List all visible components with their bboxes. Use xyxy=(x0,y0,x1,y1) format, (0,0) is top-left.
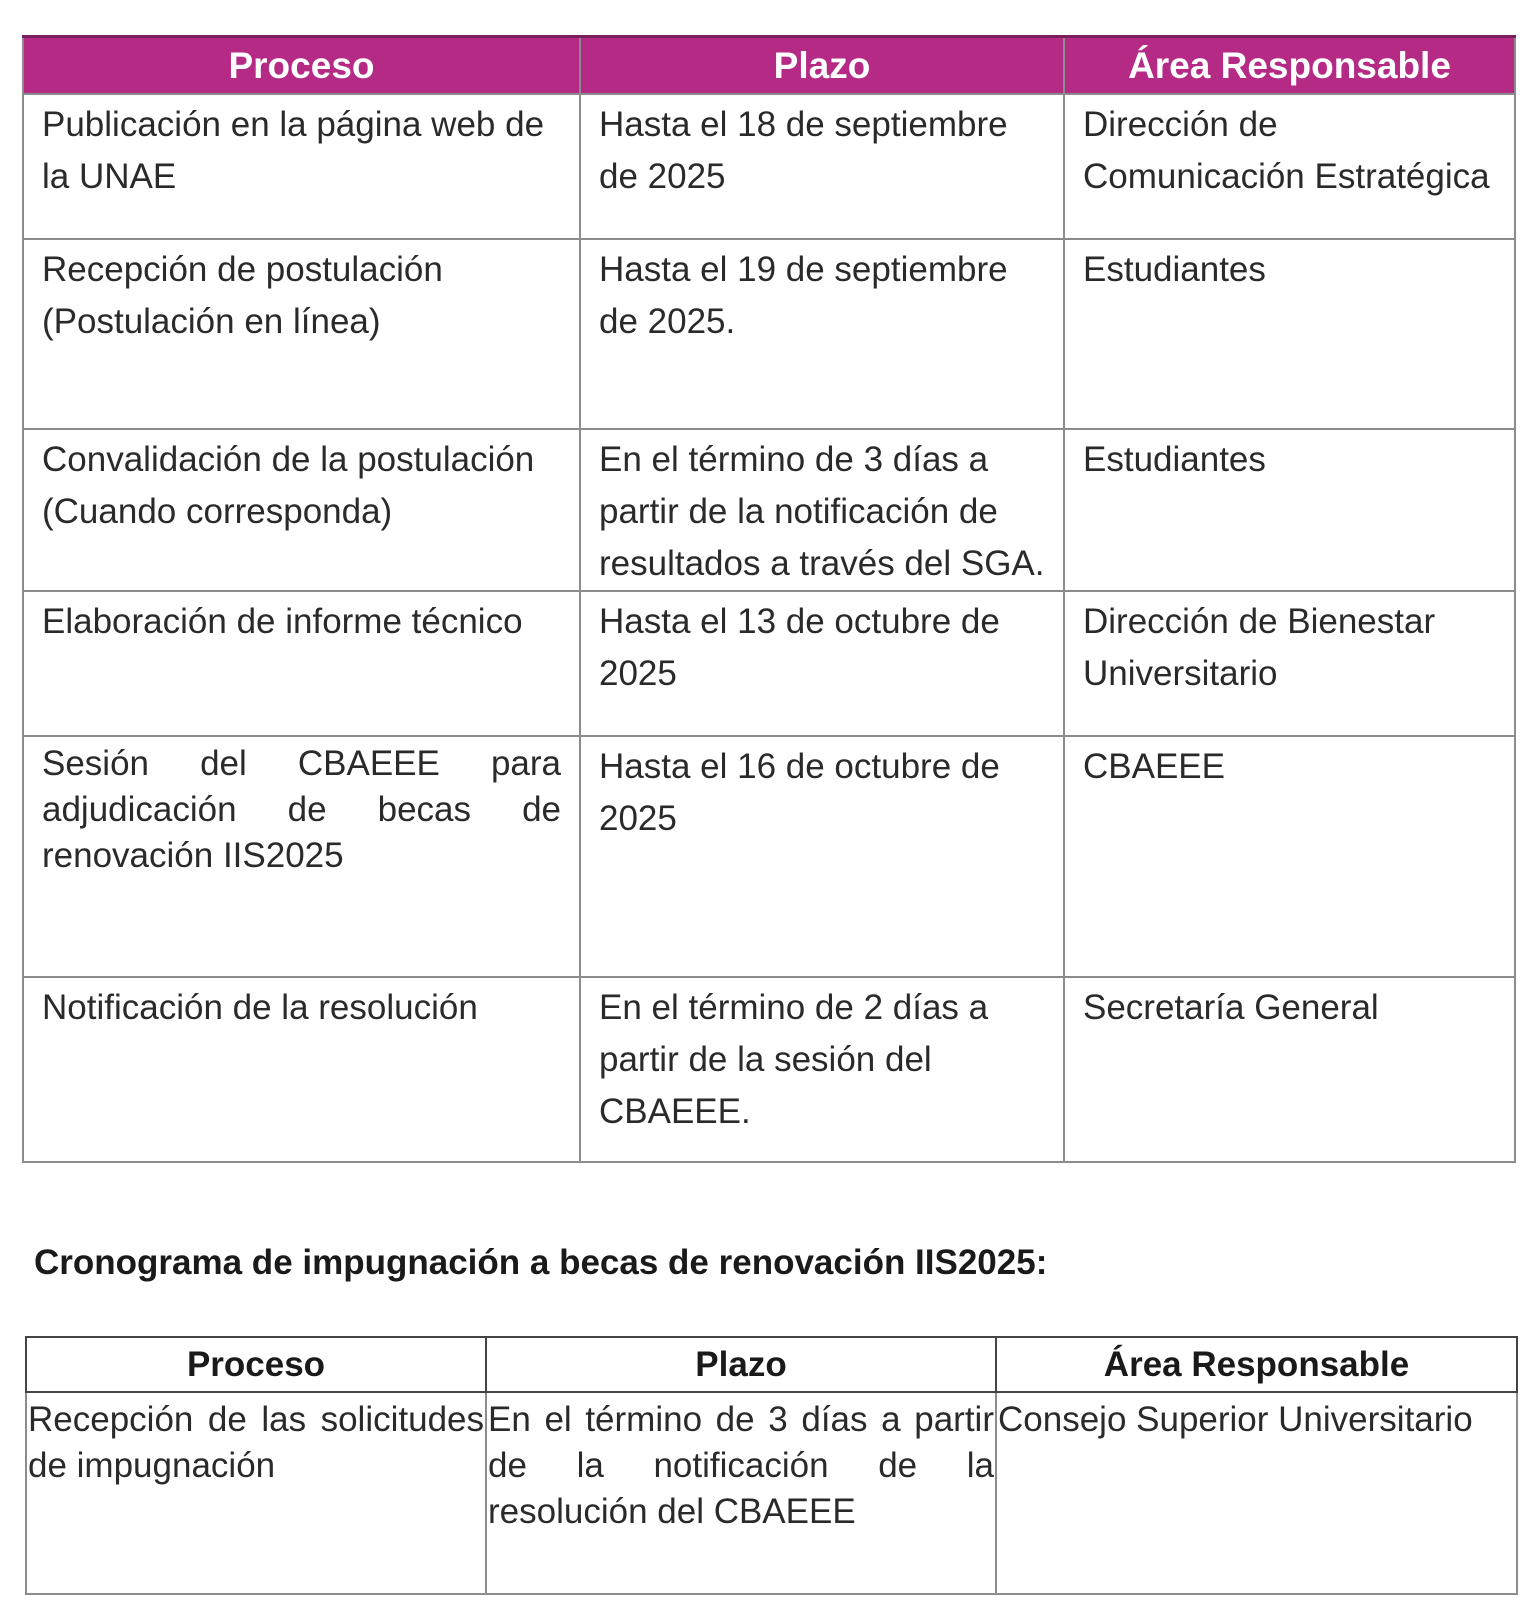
cell-area: Dirección de Bienestar Universitario xyxy=(1064,591,1515,736)
impugnation-table xyxy=(25,1336,1518,1595)
cell-proceso: Recepción de postulación (Postulación en línea) xyxy=(23,239,580,429)
header-area-responsable: Área Responsable xyxy=(1064,37,1515,95)
header-proceso: Proceso xyxy=(23,37,580,95)
table-row xyxy=(23,736,1515,977)
cell-area: Estudiantes xyxy=(1064,239,1515,429)
table-row xyxy=(23,591,1515,736)
cell-plazo: Hasta el 13 de octubre de 2025 xyxy=(580,591,1064,736)
header-area-responsable: Área Responsable xyxy=(996,1337,1517,1392)
cell-plazo: Hasta el 19 de septiembre de 2025. xyxy=(580,239,1064,429)
cell-proceso: Convalidación de la postulación (Cuando corresponda) xyxy=(23,429,580,591)
schedule-table xyxy=(22,35,1516,1163)
table-header-row xyxy=(26,1337,1517,1392)
table-row xyxy=(23,94,1515,239)
cell-proceso: Sesión del CBAEEE para adjudicación de becas de renovación IIS2025 xyxy=(23,736,580,977)
table-row xyxy=(23,429,1515,591)
header-plazo: Plazo xyxy=(486,1337,996,1392)
header-plazo: Plazo xyxy=(580,37,1064,95)
impugnation-heading: Cronograma de impugnación a becas de renovación IIS2025: xyxy=(34,1243,1048,1282)
cell-plazo: En el término de 2 días a partir de la sesión del CBAEEE. xyxy=(580,977,1064,1162)
cell-proceso: Recepción de las solicitudes de impugnación xyxy=(26,1392,486,1594)
table-row xyxy=(23,239,1515,429)
header-proceso: Proceso xyxy=(26,1337,486,1392)
cell-area: Consejo Superior Universitario xyxy=(996,1392,1517,1594)
cell-area: Dirección de Comunicación Estratégica xyxy=(1064,94,1515,239)
cell-proceso: Notificación de la resolución xyxy=(23,977,580,1162)
table-header-row xyxy=(23,37,1515,95)
cell-plazo: Hasta el 18 de septiembre de 2025 xyxy=(580,94,1064,239)
table-row xyxy=(26,1392,1517,1594)
table-row xyxy=(23,977,1515,1162)
cell-proceso: Elaboración de informe técnico xyxy=(23,591,580,736)
cell-plazo: En el término de 3 días a partir de la notificación de la resolución del CBAEEE xyxy=(486,1392,996,1594)
cell-plazo: Hasta el 16 de octubre de 2025 xyxy=(580,736,1064,977)
cell-area: CBAEEE xyxy=(1064,736,1515,977)
cell-area: Estudiantes xyxy=(1064,429,1515,591)
cell-area: Secretaría General xyxy=(1064,977,1515,1162)
cell-plazo: En el término de 3 días a partir de la notificación de resultados a través del SGA. xyxy=(580,429,1064,591)
cell-proceso: Publicación en la página web de la UNAE xyxy=(23,94,580,239)
